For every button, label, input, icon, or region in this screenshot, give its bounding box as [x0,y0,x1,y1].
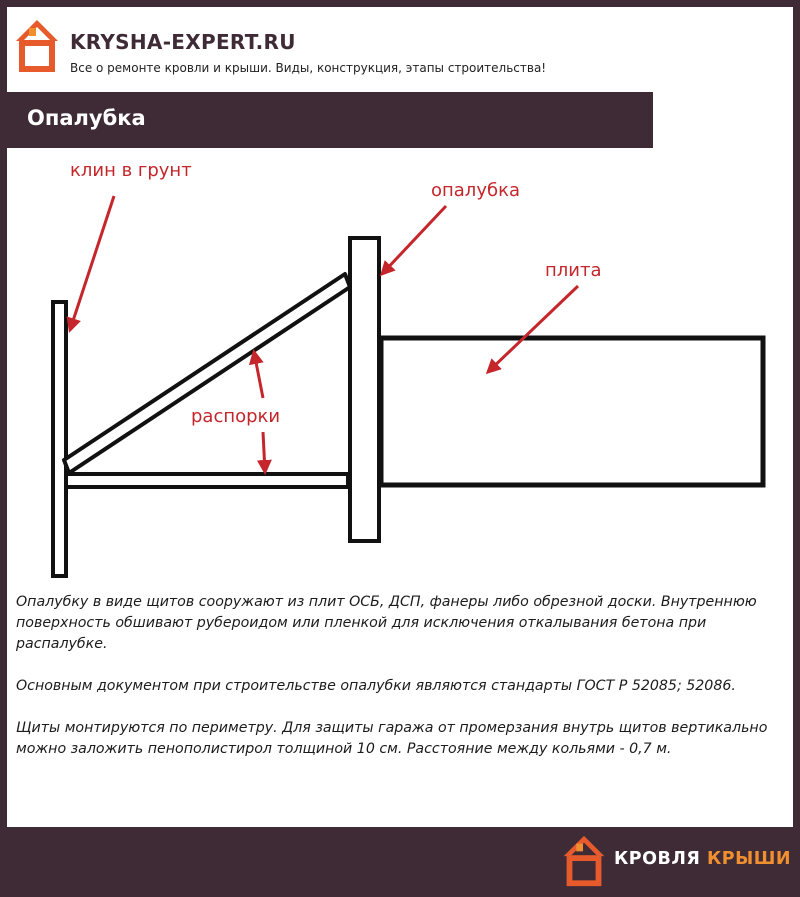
page-title: Опалубка [27,106,146,130]
arrow-formwork [382,206,446,274]
site-name[interactable]: KRYSHA-EXPERT.RU [70,30,296,54]
article-text [16,592,791,781]
formwork-board [350,238,379,541]
label-slab: плита [545,260,602,281]
footer-brand[interactable] [614,849,791,869]
arrow-braces-up [254,352,263,398]
brand-word-1: КРОВЛЯ [614,849,701,869]
arrow-stake [70,196,114,330]
arrow-braces-down [263,432,265,472]
label-formwork: опалубка [431,180,520,201]
diagonal-brace [64,274,350,473]
label-braces: распорки [191,406,281,427]
label-stake: клин в грунт [70,160,192,181]
slab [381,338,763,485]
paragraph: Основным документом при строительстве опалубки являются стандарты ГОСТ Р 52085; 52086. [16,678,736,694]
house-logo-icon [558,832,610,890]
stake [53,302,66,576]
horizontal-brace [66,474,348,487]
paragraph: Щиты монтируются по периметру. Для защиты гаража от промерзания внутрь щитов вертикально можно заложить пенополистирол толщиной 10 см. Расстояние между кольями - 0,7 м. [16,720,768,757]
paragraph: Опалубку в виде щитов сооружают из плит ОСБ, ДСП, фанеры либо обрезной доски. Внутреннюю поверхность обшивают рубероидом или пленкой для исключения откалывания бетона при распалубке. [16,594,757,652]
brand-word-2: КРЫШИ [706,849,791,869]
site-tagline: Все о ремонте кровли и крыши. Виды, конструкция, этапы строительства! [70,61,547,75]
